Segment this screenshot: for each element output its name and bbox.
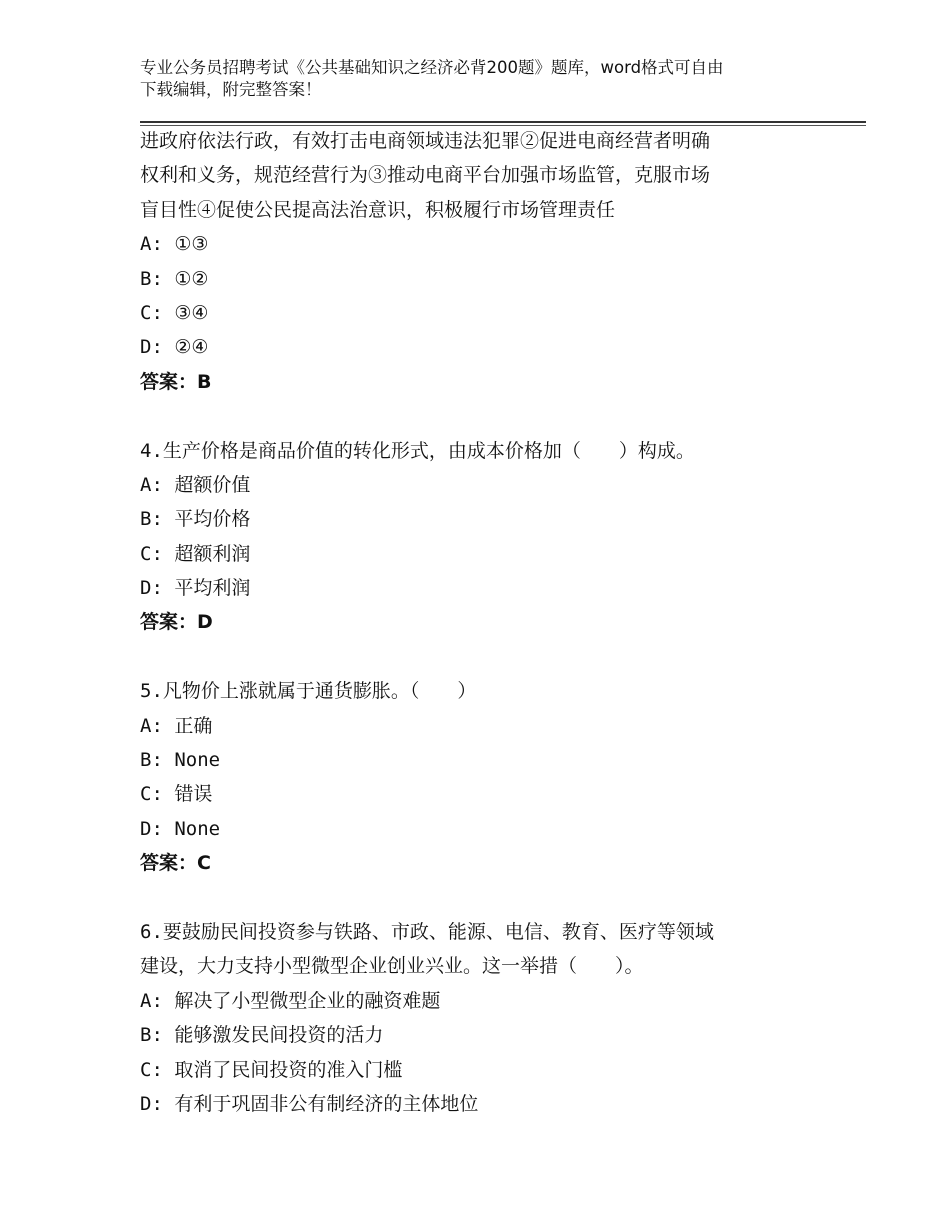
question-list — [140, 124, 820, 1121]
question-6-option-d: D: 有利于巩固非公有制经济的主体地位 — [140, 1092, 479, 1115]
question-4-option-c: C: 超额利润 — [140, 542, 251, 565]
question-5-stem: 5.凡物价上涨就属于通货膨胀。（ ） — [140, 680, 477, 703]
spacer — [140, 881, 820, 915]
question-3-option-c: C: ③④ — [140, 301, 209, 324]
document-header — [140, 57, 820, 101]
question-5-option-b: B: None — [140, 749, 221, 772]
question-5-answer: 答案：C — [140, 852, 211, 875]
question-3-stem-line-3: 盲目性④促使公民提高法治意识，积极履行市场管理责任 — [140, 198, 616, 221]
question-6-stem-line-2: 建设，大力支持小型微型企业创业兴业。这一举措（ ）。 — [140, 955, 644, 978]
question-3-option-b: B: ①② — [140, 267, 209, 290]
question-6-stem-line-1: 6.要鼓励民间投资参与铁路、市政、能源、电信、教育、医疗等领域 — [140, 920, 714, 943]
question-6-option-b: B: 能够激发民间投资的活力 — [140, 1024, 384, 1047]
question-4-answer: 答案：D — [140, 611, 213, 634]
question-5-option-c: C: 错误 — [140, 783, 213, 806]
question-3-stem-line-1: 进政府依法行政，有效打击电商领域违法犯罪②促进电商经营者明确 — [140, 130, 711, 152]
question-4-option-a: A: 超额价值 — [140, 473, 251, 496]
question-4 — [140, 434, 820, 640]
question-5-option-a: A: 正确 — [140, 714, 213, 737]
question-6-option-c: C: 取消了民间投资的准入门槛 — [140, 1058, 403, 1081]
question-3-answer: 答案：B — [140, 370, 212, 393]
question-3-option-a: A: ①③ — [140, 233, 209, 256]
question-3-option-d: D: ②④ — [140, 336, 209, 359]
question-3-stem-line-2: 权利和义务，规范经营行为③推动电商平台加强市场监管，克服市场 — [140, 164, 711, 187]
question-6 — [140, 915, 820, 1121]
question-4-stem: 4.生产价格是商品价值的转化形式，由成本价格加（ ）构成。 — [140, 439, 695, 462]
question-6-option-a: A: 解决了小型微型企业的融资难题 — [140, 989, 441, 1012]
header-rule-thick — [140, 121, 866, 123]
header-line-1: 专业公务员招聘考试《公共基础知识之经济必背200题》题库，word格式可自由 — [140, 58, 724, 77]
question-5-option-d: D: None — [140, 817, 221, 840]
question-3 — [140, 124, 820, 399]
question-4-option-d: D: 平均利润 — [140, 577, 251, 600]
spacer — [140, 399, 820, 433]
question-4-option-b: B: 平均价格 — [140, 508, 251, 531]
question-5 — [140, 674, 820, 880]
header-line-2: 下载编辑，附完整答案！ — [140, 80, 322, 99]
spacer — [140, 640, 820, 674]
